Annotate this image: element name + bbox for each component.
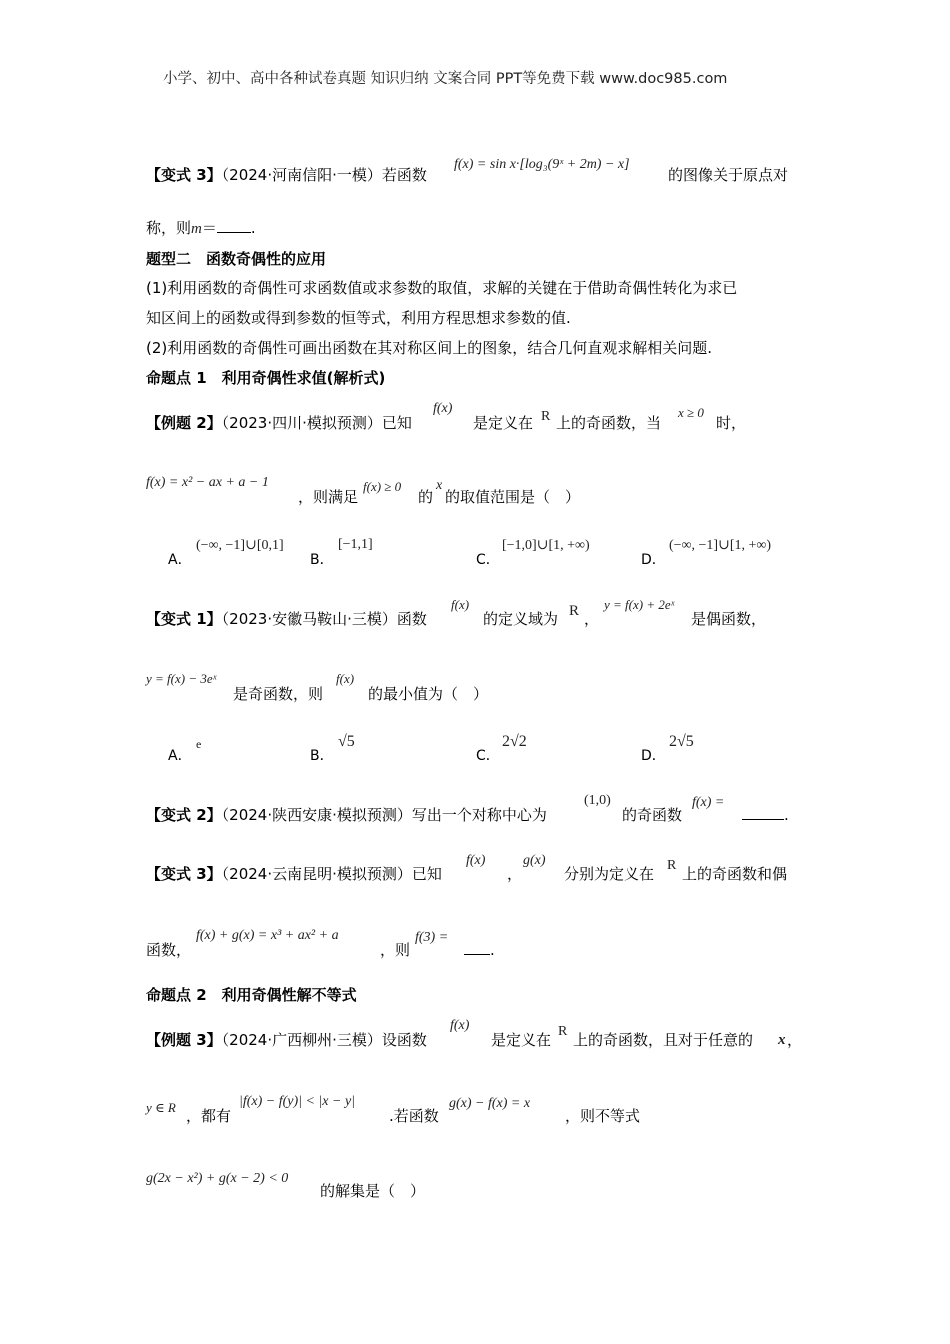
variant3b-answer	[464, 940, 495, 960]
variant2-source: （2024·陕西安康·模拟预测）写出一个对称中心为	[221, 806, 547, 824]
variant1-option-b-letter: B．	[310, 748, 334, 764]
variant3a-m: m	[191, 221, 202, 237]
variant2-end: .	[784, 806, 789, 824]
variant1-t3: 是偶函数，	[691, 610, 767, 628]
variant3b-t4: ，则	[380, 941, 411, 959]
example2-t5: 的	[418, 488, 434, 506]
variant3b-f3: f(3) =	[415, 930, 449, 945]
variant1-line1	[146, 609, 427, 629]
example2-ineq: f(x) ≥ 0	[363, 479, 402, 494]
example2-line1	[146, 413, 412, 433]
variant3b-R: R	[667, 858, 677, 873]
example2-fx: f(x)	[433, 401, 453, 416]
variant1-t2: ，	[584, 610, 600, 628]
variant2-answer	[742, 805, 789, 825]
example2-option-a[interactable]: (−∞, −1]∪[0,1]	[196, 538, 284, 553]
variant3a-eq: ＝	[201, 219, 217, 237]
variant1-option-b[interactable]: √5	[338, 733, 355, 750]
variant3a-end: .	[250, 219, 256, 237]
point2-title: 命题点 2 利用奇偶性解不等式	[146, 986, 357, 1004]
example2-option-d-letter: D．	[641, 552, 666, 568]
example3-source: （2024·广西柳州·三模）设函数	[221, 1031, 427, 1049]
section-para1-line1: (1)利用函数的奇偶性可求函数值或求参数的取值，求解的关键在于借助奇偶性转化为求已	[146, 279, 738, 297]
example3-t6: ，则不等式	[565, 1107, 641, 1125]
example3-t3: ，	[787, 1031, 803, 1049]
variant1-option-d-letter: D．	[641, 748, 666, 764]
example3-label: 【例题 3】	[146, 1031, 222, 1049]
variant1-label: 【变式 1】	[146, 610, 222, 628]
variant2-center: (1,0)	[584, 793, 611, 808]
variant3a-line1	[146, 165, 427, 185]
variant1-option-c-letter: C．	[476, 748, 500, 764]
page-header: 小学、初中、高中各种试卷真题 知识归纳 文案合同 PPT等免费下载 www.doc985.com	[163, 71, 728, 87]
variant1-option-c[interactable]: 2√2	[502, 733, 527, 750]
variant3a-line2-text: 称，则	[146, 219, 192, 237]
answer-blank[interactable]	[217, 218, 251, 233]
variant2-line1	[146, 805, 547, 825]
variant3a-source: （2024·河南信阳·一模）若函数	[221, 166, 427, 184]
variant1-fx2: f(x)	[336, 671, 355, 686]
variant3b-end: .	[490, 941, 495, 959]
example3-gf: g(x) − f(x) = x	[449, 1096, 531, 1111]
variant1-t4: 是奇函数，则	[233, 685, 324, 703]
example2-source: （2023·四川·模拟预测）已知	[221, 414, 412, 432]
example2-t2: 上的奇函数，当	[556, 414, 662, 432]
variant3a-tail: 的图像关于原点对	[668, 166, 789, 184]
variant1-option-a[interactable]: e	[196, 737, 202, 751]
variant3b-comma: ，	[507, 865, 523, 883]
point1-title: 命题点 1 利用奇偶性求值(解析式)	[146, 369, 386, 387]
example3-ineq: g(2x − x²) + g(x − 2) < 0	[146, 1171, 289, 1186]
variant3b-gx: g(x)	[523, 853, 546, 868]
variant3b-blank[interactable]	[464, 940, 490, 955]
example2-R: R	[541, 409, 551, 424]
example2-option-b-letter: B．	[310, 552, 334, 568]
example3-t7: 的解集是（ ）	[320, 1182, 426, 1200]
example2-option-b[interactable]: [−1,1]	[338, 537, 373, 552]
example2-option-a-letter: A．	[168, 552, 192, 568]
example3-fx: f(x)	[450, 1018, 470, 1033]
variant1-fx: f(x)	[451, 597, 470, 612]
variant1-f2: y = f(x) − 3eˣ	[146, 671, 217, 686]
variant3b-fx: f(x)	[466, 853, 486, 868]
example3-t5: .若函数	[389, 1107, 439, 1125]
example2-label: 【例题 2】	[146, 414, 222, 432]
variant1-option-a-letter: A．	[168, 748, 192, 764]
variant1-R: R	[569, 603, 580, 619]
example2-option-d[interactable]: (−∞, −1]∪[1, +∞)	[669, 538, 772, 553]
example3-x: x	[778, 1032, 786, 1048]
example2-t4: ，则满足	[298, 488, 359, 506]
example3-t4: ，都有	[186, 1107, 232, 1125]
variant3b-t1: 分别为定义在	[564, 865, 655, 883]
section-para2: (2)利用函数的奇偶性可画出函数在其对称区间上的图象，结合几何直观求解相关问题.	[146, 339, 713, 357]
variant3a-label: 【变式 3】	[146, 166, 222, 184]
variant2-t1: 的奇函数	[622, 806, 683, 824]
variant3b-t3: 函数，	[146, 941, 192, 959]
example3-R: R	[558, 1024, 568, 1039]
variant3b-t2: 上的奇函数和偶	[682, 865, 788, 883]
example2-option-c-letter: C．	[476, 552, 500, 568]
variant2-fx: f(x) =	[692, 795, 725, 810]
example2-t6: 的取值范围是（ ）	[445, 488, 581, 506]
section-title: 题型二 函数奇偶性的应用	[146, 250, 327, 268]
variant3b-label: 【变式 3】	[146, 865, 222, 883]
variant1-source: （2023·安徽马鞍山·三模）函数	[221, 610, 427, 628]
example2-formula: f(x) = x² − ax + a − 1	[146, 475, 269, 490]
variant3b-formula: f(x) + g(x) = x³ + ax² + a	[196, 928, 339, 943]
variant2-label: 【变式 2】	[146, 806, 222, 824]
example2-x: x	[436, 478, 443, 493]
section-para1-line2: 知区间上的函数或得到参数的恒等式，利用方程思想求参数的值.	[146, 309, 571, 327]
example2-option-c[interactable]: [−1,0]∪[1, +∞)	[502, 538, 590, 553]
variant2-blank[interactable]	[742, 805, 784, 820]
example3-abs: |f(x) − f(y)| < |x − y|	[239, 1094, 356, 1109]
example3-t1: 是定义在	[491, 1031, 552, 1049]
variant3a-formula: f(x) = sin x·[log₃(9ˣ + 2m) − x]	[454, 157, 630, 172]
variant3a-line2	[146, 218, 256, 239]
example2-t3: 时，	[716, 414, 747, 432]
example3-line1	[146, 1030, 427, 1050]
variant1-t5: 的最小值为（ ）	[368, 685, 489, 703]
variant1-t1: 的定义域为	[483, 610, 559, 628]
variant1-option-d[interactable]: 2√5	[669, 733, 694, 750]
variant3b-line1	[146, 864, 442, 884]
example3-t2: 上的奇函数，且对于任意的	[573, 1031, 754, 1049]
variant3b-source: （2024·云南昆明·模拟预测）已知	[221, 865, 442, 883]
example2-cond: x ≥ 0	[678, 405, 704, 420]
example2-t1: 是定义在	[473, 414, 534, 432]
variant1-f1: y = f(x) + 2eˣ	[604, 597, 675, 612]
example3-yR: y ∈ R	[146, 1100, 176, 1115]
